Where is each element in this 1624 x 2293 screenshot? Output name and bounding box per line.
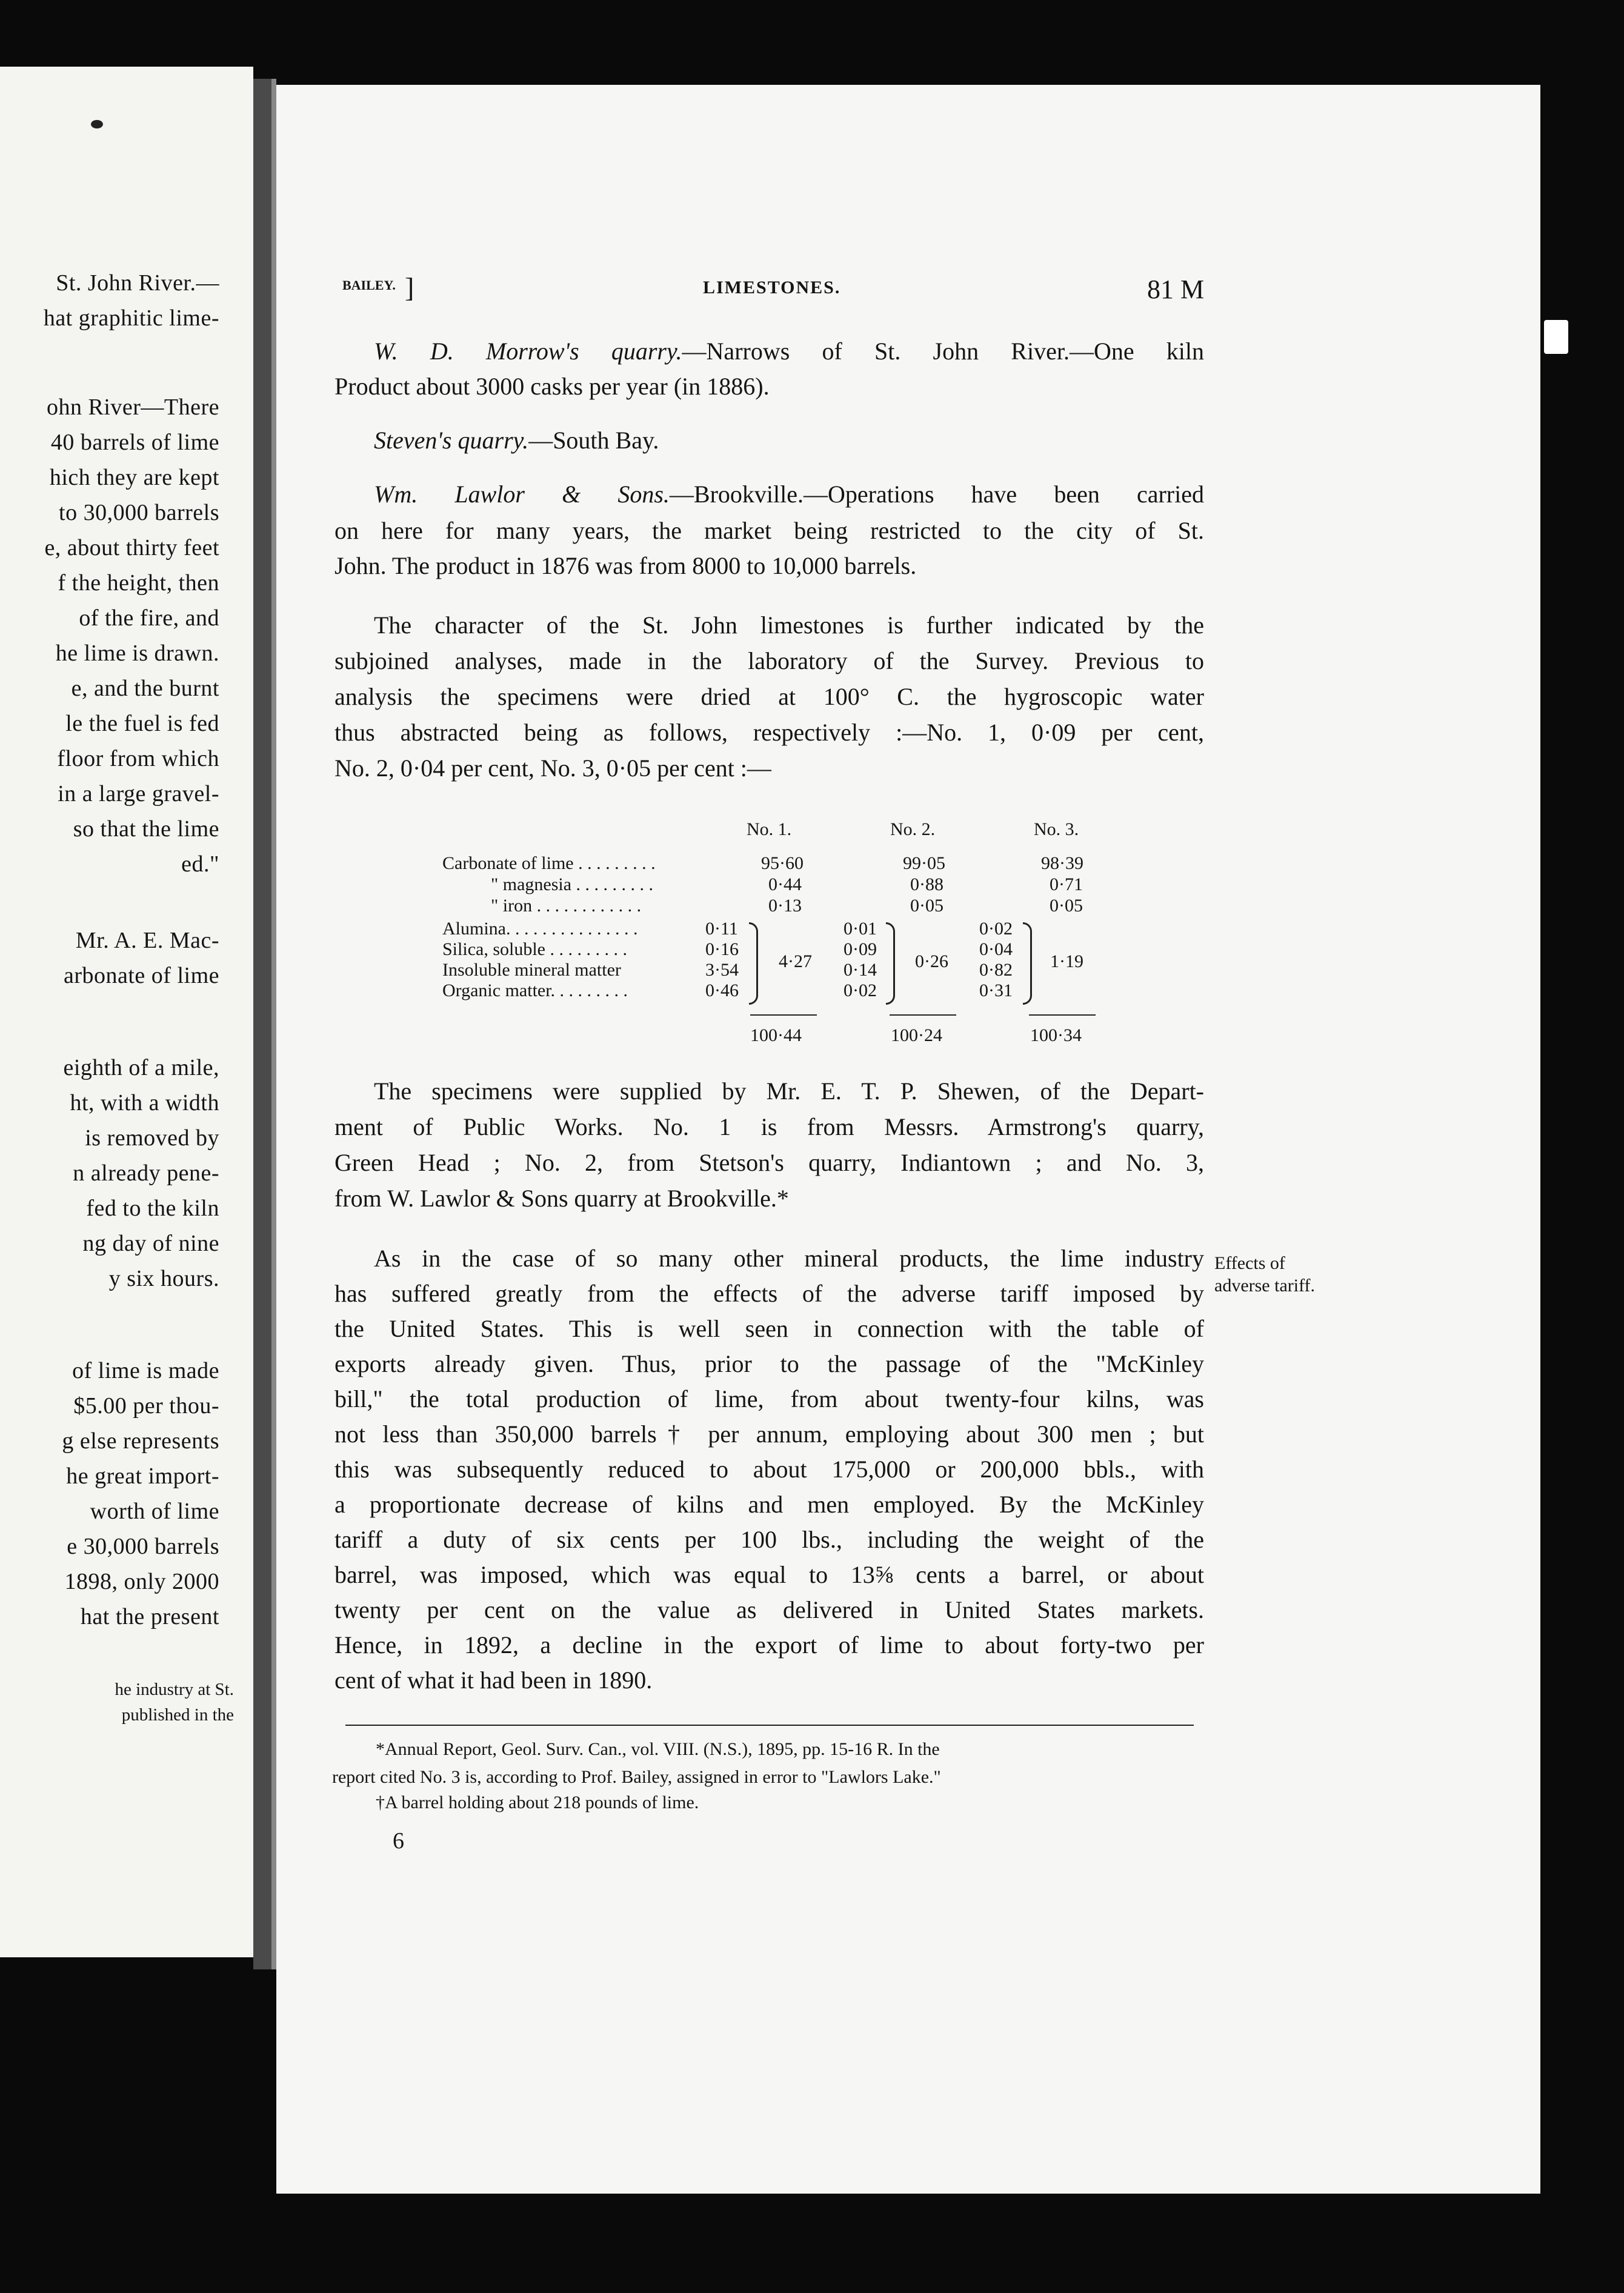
cell: 0·11 [705, 919, 738, 939]
cell: 0·01 [844, 919, 877, 939]
left-page-line: f the height, then [58, 570, 219, 596]
para3-line2: on here for many years, the market being restricted to the city of St. [334, 517, 1204, 544]
cell: 0·88 [910, 874, 943, 894]
para6-line3: the United States. This is well seen in connection with the table of [334, 1315, 1204, 1342]
para4-line4: thus abstracted being as follows, respectively :—No. 1, 0·09 per cent, [334, 719, 1204, 746]
cell: 0·16 [705, 939, 739, 959]
left-page-line: to 30,000 barrels [59, 500, 219, 525]
cell: 0·46 [705, 980, 739, 1000]
left-page-line: in a large gravel- [58, 781, 219, 807]
footnote-1: *Annual Report, Geol. Surv. Can., vol. VIII. (N.S.), 1895, pp. 15-16 R. In the [376, 1739, 940, 1759]
para6-line2: has suffered greatly from the effects of the adverse tariff imposed by [334, 1280, 1204, 1307]
col-header-3: No. 3. [1034, 819, 1079, 839]
left-page-line: ed." [181, 851, 219, 877]
footnote-rule [345, 1725, 1194, 1726]
cell: 0·09 [844, 939, 877, 959]
footnote-2: †A barrel holding about 218 pounds of lime. [376, 1792, 699, 1812]
left-page-line: so that the lime [73, 816, 219, 842]
para6-line4: exports already given. Thus, prior to the passage of the "McKinley [334, 1350, 1204, 1377]
left-page-line: of lime is made [72, 1358, 219, 1383]
row-label-insoluble: Insoluble mineral matter [442, 960, 621, 980]
running-head-title: LIMESTONES. [703, 278, 841, 298]
left-page-line: he lime is drawn. [55, 641, 219, 666]
signature-mark: 6 [393, 1828, 404, 1854]
para6-line13: cent of what it had been in 1890. [334, 1666, 653, 1694]
ink-dot [91, 120, 103, 128]
para4-line2: subjoined analyses, made in the laboratory of the Survey. Previous to [334, 647, 1204, 674]
group-total-3: 1·19 [1050, 951, 1083, 971]
group-total-1: 4·27 [779, 951, 812, 971]
left-footnote-1: he industry at St. [115, 1680, 234, 1699]
left-footnote-2: published in the [121, 1705, 234, 1725]
margin-note-line2: adverse tariff. [1214, 1276, 1316, 1296]
margin-note-line1: Effects of [1214, 1253, 1285, 1273]
para5-line2: ment of Public Works. No. 1 is from Messrs. Armstrong's quarry, [334, 1113, 1204, 1140]
cell: 0·44 [768, 874, 802, 894]
footnote-1-cont: report cited No. 3 is, according to Prof. Bailey, assigned in error to "Lawlors Lake." [332, 1767, 941, 1787]
cell: 0·05 [1050, 896, 1083, 916]
cell: 0·02 [844, 980, 877, 1000]
para2: Steven's quarry.—South Bay. [374, 427, 659, 454]
cell: 0·13 [768, 896, 802, 916]
left-page-line: floor from which [57, 746, 219, 771]
para6-line8: a proportionate decrease of kilns and men employed. By the McKinley [334, 1491, 1204, 1518]
left-page-line: arbonate of lime [63, 963, 219, 988]
cell: 0·71 [1050, 874, 1083, 894]
para1-line2: Product about 3000 casks per year (in 1886). [334, 373, 770, 400]
row-label-silica: Silica, soluble . . . . . . . . . [442, 939, 627, 959]
left-page-line: fed to the kiln [86, 1196, 219, 1221]
para1-line1: W. D. Morrow's quarry.—Narrows of St. John River.—One kiln [374, 338, 1204, 365]
page-number: 81 M [1147, 275, 1205, 304]
left-page-line: of the fire, and [79, 605, 219, 631]
total-1: 100·44 [750, 1025, 802, 1045]
left-page-line: le the fuel is fed [65, 711, 219, 736]
para4-line5: No. 2, 0·04 per cent, No. 3, 0·05 per cent :— [334, 754, 771, 782]
col-header-1: No. 1. [747, 819, 792, 839]
total-rule-2 [890, 1014, 956, 1016]
para4-line1: The character of the St. John limestones is further indicated by the [374, 611, 1204, 639]
left-page-line: hat graphitic lime- [43, 305, 219, 331]
left-page-line: Mr. A. E. Mac- [75, 928, 219, 953]
left-page-line: y six hours. [108, 1266, 219, 1291]
total-rule-3 [1029, 1014, 1096, 1016]
left-page-line: e, and the burnt [71, 676, 219, 701]
cell: 99·05 [903, 853, 945, 873]
left-page [0, 67, 253, 1957]
cell: 98·39 [1041, 853, 1083, 873]
group-total-2: 0·26 [915, 951, 948, 971]
cell: 0·82 [979, 960, 1013, 980]
left-page-line: e 30,000 barrels [67, 1534, 219, 1559]
para6-line5: bill," the total production of lime, from about twenty-four kilns, was [334, 1385, 1204, 1413]
left-page-line: worth of lime [90, 1499, 219, 1524]
cell: 95·60 [761, 853, 804, 873]
total-3: 100·34 [1030, 1025, 1082, 1045]
left-page-line: g else represents [62, 1428, 219, 1454]
para5-line4: from W. Lawlor & Sons quarry at Brookville.* [334, 1185, 789, 1212]
left-page-line: 1898, only 2000 [64, 1569, 219, 1594]
left-page-line: ng day of nine [82, 1231, 219, 1256]
book-spine-edge [271, 79, 276, 1969]
brace-1 [749, 922, 758, 1005]
page-tab [1544, 320, 1568, 354]
para6-line7: this was subsequently reduced to about 175,000 or 200,000 bbls., with [334, 1456, 1204, 1483]
para3-line1: Wm. Lawlor & Sons.—Brookville.—Operations have been carried [374, 481, 1204, 508]
brace-2 [886, 922, 895, 1005]
row-label-alumina: Alumina. . . . . . . . . . . . . . . [442, 919, 638, 939]
left-page-line: hich they are kept [49, 465, 219, 490]
row-label-magnesia: " magnesia . . . . . . . . . [491, 874, 654, 894]
para6-line11: twenty per cent on the value as delivered in United States markets. [334, 1596, 1204, 1623]
cell: 0·31 [979, 980, 1013, 1000]
cell: 0·05 [910, 896, 943, 916]
running-head-bracket: ] [405, 272, 414, 303]
left-page-line: St. John River.— [56, 270, 219, 296]
left-page-line: 40 barrels of lime [50, 430, 219, 455]
running-head-author: BAILEY. [342, 278, 396, 293]
left-page-line: hat the present [80, 1604, 219, 1629]
para3-line3: John. The product in 1876 was from 8000 to 10,000 barrels. [334, 552, 917, 579]
para6-line6: not less than 350,000 barrels† per annum, employing about 300 men ; but [334, 1420, 1204, 1448]
left-page-line: eighth of a mile, [63, 1055, 219, 1080]
cell: 0·04 [979, 939, 1013, 959]
col-header-2: No. 2. [890, 819, 936, 839]
cell: 0·02 [979, 919, 1013, 939]
para4-line3: analysis the specimens were dried at 100° C. the hygroscopic water [334, 683, 1204, 710]
cell: 0·14 [844, 960, 877, 980]
row-label-organic: Organic matter. . . . . . . . . [442, 980, 628, 1000]
total-rule-1 [750, 1014, 817, 1016]
para5-line3: Green Head ; No. 2, from Stetson's quarry, Indiantown ; and No. 3, [334, 1149, 1204, 1176]
cell: 3·54 [705, 960, 739, 980]
left-page-line: $5.00 per thou- [73, 1393, 219, 1419]
total-2: 100·24 [891, 1025, 942, 1045]
para6-line1: As in the case of so many other mineral products, the lime industry [374, 1245, 1204, 1272]
left-page-line: he great import- [66, 1463, 219, 1489]
row-label-carbonate-lime: Carbonate of lime . . . . . . . . . [442, 853, 656, 873]
left-page-line: e, about thirty feet [44, 535, 219, 561]
para6-line12: Hence, in 1892, a decline in the export of lime to about forty-two per [334, 1631, 1204, 1659]
left-page-line: is removed by [85, 1125, 219, 1151]
left-page-line: ohn River—There [46, 394, 219, 420]
para5-line1: The specimens were supplied by Mr. E. T. P. Shewen, of the Depart- [374, 1077, 1204, 1105]
para6-line10: barrel, was imposed, which was equal to 13⅝ cents a barrel, or about [334, 1561, 1204, 1588]
left-page-line: n already pene- [73, 1160, 219, 1186]
row-label-iron: " iron . . . . . . . . . . . . [491, 896, 642, 916]
left-page-line: ht, with a width [70, 1090, 219, 1116]
para6-line9: tariff a duty of six cents per 100 lbs., including the weight of the [334, 1526, 1204, 1553]
brace-3 [1023, 922, 1032, 1005]
